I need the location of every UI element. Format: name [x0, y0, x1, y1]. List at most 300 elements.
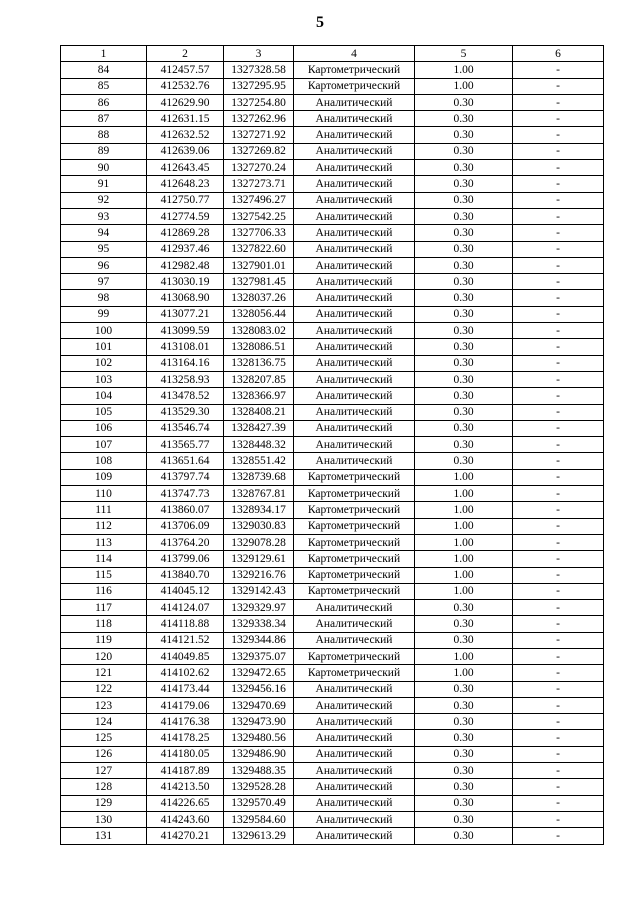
cell-description: - [513, 111, 604, 127]
cell-y: 1329613.29 [224, 828, 294, 844]
cell-accuracy: 0.30 [415, 453, 513, 469]
cell-accuracy: 0.30 [415, 811, 513, 827]
col-header-method: 4 [294, 46, 415, 62]
cell-description: - [513, 828, 604, 844]
cell-point-number: 104 [61, 388, 147, 404]
cell-method: Картометрический [294, 534, 415, 550]
table-row [61, 437, 604, 453]
cell-description: - [513, 551, 604, 567]
table-row [61, 534, 604, 550]
table-row [61, 111, 604, 127]
cell-method: Аналитический [294, 160, 415, 176]
header-row [61, 46, 604, 62]
cell-accuracy: 0.30 [415, 697, 513, 713]
cell-accuracy: 0.30 [415, 371, 513, 387]
table-row [61, 697, 604, 713]
cell-accuracy: 0.30 [415, 111, 513, 127]
cell-description: - [513, 323, 604, 339]
table-row [61, 746, 604, 762]
cell-x: 414243.60 [147, 811, 224, 827]
cell-point-number: 99 [61, 306, 147, 322]
cell-point-number: 91 [61, 176, 147, 192]
cell-accuracy: 0.30 [415, 681, 513, 697]
cell-x: 414179.06 [147, 697, 224, 713]
cell-x: 413797.74 [147, 469, 224, 485]
table-row [61, 176, 604, 192]
cell-method: Картометрический [294, 648, 415, 664]
cell-y: 1329472.65 [224, 665, 294, 681]
cell-description: - [513, 290, 604, 306]
cell-method: Аналитический [294, 795, 415, 811]
cell-accuracy: 0.30 [415, 208, 513, 224]
cell-point-number: 111 [61, 502, 147, 518]
cell-y: 1329456.16 [224, 681, 294, 697]
table-row [61, 486, 604, 502]
cell-point-number: 110 [61, 486, 147, 502]
cell-point-number: 92 [61, 192, 147, 208]
cell-y: 1327295.95 [224, 78, 294, 94]
cell-x: 414187.89 [147, 763, 224, 779]
cell-y: 1327706.33 [224, 225, 294, 241]
table-row [61, 795, 604, 811]
table-row [61, 143, 604, 159]
cell-accuracy: 0.30 [415, 241, 513, 257]
cell-method: Аналитический [294, 241, 415, 257]
cell-method: Картометрический [294, 583, 415, 599]
cell-description: - [513, 94, 604, 110]
cell-description: - [513, 355, 604, 371]
cell-point-number: 90 [61, 160, 147, 176]
cell-x: 412648.23 [147, 176, 224, 192]
cell-description: - [513, 811, 604, 827]
cell-method: Картометрический [294, 469, 415, 485]
table-row [61, 306, 604, 322]
cell-y: 1327901.01 [224, 257, 294, 273]
cell-point-number: 102 [61, 355, 147, 371]
cell-method: Картометрический [294, 518, 415, 534]
cell-description: - [513, 453, 604, 469]
table-row [61, 763, 604, 779]
cell-accuracy: 1.00 [415, 502, 513, 518]
cell-description: - [513, 567, 604, 583]
cell-method: Аналитический [294, 616, 415, 632]
cell-accuracy: 0.30 [415, 143, 513, 159]
cell-accuracy: 1.00 [415, 518, 513, 534]
cell-method: Аналитический [294, 763, 415, 779]
cell-point-number: 93 [61, 208, 147, 224]
cell-point-number: 105 [61, 404, 147, 420]
table-row [61, 323, 604, 339]
cell-point-number: 120 [61, 648, 147, 664]
cell-y: 1328037.26 [224, 290, 294, 306]
cell-accuracy: 0.30 [415, 437, 513, 453]
cell-method: Аналитический [294, 746, 415, 762]
cell-accuracy: 0.30 [415, 127, 513, 143]
cell-method: Аналитический [294, 225, 415, 241]
cell-y: 1327981.45 [224, 274, 294, 290]
cell-point-number: 96 [61, 257, 147, 273]
cell-accuracy: 0.30 [415, 600, 513, 616]
cell-accuracy: 0.30 [415, 290, 513, 306]
table-row [61, 388, 604, 404]
cell-y: 1328207.85 [224, 371, 294, 387]
cell-x: 414124.07 [147, 600, 224, 616]
cell-point-number: 84 [61, 62, 147, 78]
cell-point-number: 119 [61, 632, 147, 648]
cell-accuracy: 0.30 [415, 323, 513, 339]
cell-y: 1328448.32 [224, 437, 294, 453]
cell-method: Аналитический [294, 94, 415, 110]
cell-point-number: 103 [61, 371, 147, 387]
cell-y: 1328739.68 [224, 469, 294, 485]
cell-accuracy: 0.30 [415, 714, 513, 730]
cell-point-number: 94 [61, 225, 147, 241]
cell-x: 413108.01 [147, 339, 224, 355]
cell-method: Аналитический [294, 290, 415, 306]
cell-y: 1329344.86 [224, 632, 294, 648]
cell-accuracy: 1.00 [415, 665, 513, 681]
cell-method: Аналитический [294, 274, 415, 290]
cell-x: 414045.12 [147, 583, 224, 599]
cell-method: Аналитический [294, 453, 415, 469]
cell-x: 413764.20 [147, 534, 224, 550]
cell-description: - [513, 502, 604, 518]
cell-point-number: 112 [61, 518, 147, 534]
cell-description: - [513, 274, 604, 290]
cell-x: 412631.15 [147, 111, 224, 127]
cell-y: 1327328.58 [224, 62, 294, 78]
cell-method: Аналитический [294, 208, 415, 224]
table-row [61, 648, 604, 664]
cell-point-number: 85 [61, 78, 147, 94]
cell-y: 1327271.92 [224, 127, 294, 143]
cell-accuracy: 0.30 [415, 274, 513, 290]
cell-method: Аналитический [294, 811, 415, 827]
cell-x: 412457.57 [147, 62, 224, 78]
cell-x: 412532.76 [147, 78, 224, 94]
cell-y: 1328934.17 [224, 502, 294, 518]
table-row [61, 502, 604, 518]
cell-method: Аналитический [294, 355, 415, 371]
cell-point-number: 109 [61, 469, 147, 485]
cell-accuracy: 0.30 [415, 192, 513, 208]
cell-description: - [513, 714, 604, 730]
cell-point-number: 128 [61, 779, 147, 795]
cell-accuracy: 0.30 [415, 420, 513, 436]
table-row [61, 241, 604, 257]
table-row [61, 94, 604, 110]
cell-description: - [513, 192, 604, 208]
cell-method: Аналитический [294, 404, 415, 420]
cell-x: 413164.16 [147, 355, 224, 371]
table-row [61, 274, 604, 290]
cell-accuracy: 1.00 [415, 486, 513, 502]
cell-description: - [513, 763, 604, 779]
cell-description: - [513, 241, 604, 257]
table-body [61, 62, 604, 844]
cell-y: 1329142.43 [224, 583, 294, 599]
cell-method: Аналитический [294, 371, 415, 387]
cell-x: 413546.74 [147, 420, 224, 436]
cell-point-number: 121 [61, 665, 147, 681]
table-row [61, 339, 604, 355]
cell-description: - [513, 779, 604, 795]
cell-y: 1329375.07 [224, 648, 294, 664]
col-header-number: 1 [61, 46, 147, 62]
cell-accuracy: 1.00 [415, 78, 513, 94]
cell-method: Аналитический [294, 681, 415, 697]
cell-point-number: 98 [61, 290, 147, 306]
cell-x: 412639.06 [147, 143, 224, 159]
cell-x: 413651.64 [147, 453, 224, 469]
cell-x: 414226.65 [147, 795, 224, 811]
cell-x: 414176.38 [147, 714, 224, 730]
table-row [61, 404, 604, 420]
cell-x: 413099.59 [147, 323, 224, 339]
cell-y: 1327270.24 [224, 160, 294, 176]
col-header-x: 2 [147, 46, 224, 62]
cell-point-number: 129 [61, 795, 147, 811]
cell-description: - [513, 388, 604, 404]
cell-description: - [513, 746, 604, 762]
cell-description: - [513, 160, 604, 176]
cell-point-number: 114 [61, 551, 147, 567]
cell-method: Картометрический [294, 665, 415, 681]
cell-description: - [513, 681, 604, 697]
table-row [61, 632, 604, 648]
table-row [61, 208, 604, 224]
cell-method: Аналитический [294, 730, 415, 746]
cell-description: - [513, 648, 604, 664]
cell-method: Аналитический [294, 111, 415, 127]
cell-y: 1329480.56 [224, 730, 294, 746]
cell-method: Аналитический [294, 257, 415, 273]
cell-method: Аналитический [294, 176, 415, 192]
cell-description: - [513, 600, 604, 616]
cell-y: 1327254.80 [224, 94, 294, 110]
cell-accuracy: 0.30 [415, 306, 513, 322]
cell-method: Картометрический [294, 551, 415, 567]
cell-accuracy: 0.30 [415, 779, 513, 795]
cell-accuracy: 0.30 [415, 828, 513, 844]
cell-y: 1327542.25 [224, 208, 294, 224]
cell-description: - [513, 78, 604, 94]
cell-accuracy: 1.00 [415, 551, 513, 567]
cell-accuracy: 0.30 [415, 160, 513, 176]
cell-description: - [513, 371, 604, 387]
cell-description: - [513, 632, 604, 648]
cell-point-number: 124 [61, 714, 147, 730]
cell-x: 412750.77 [147, 192, 224, 208]
coordinates-table [60, 45, 604, 845]
table-row [61, 616, 604, 632]
cell-method: Аналитический [294, 192, 415, 208]
cell-accuracy: 0.30 [415, 176, 513, 192]
cell-accuracy: 1.00 [415, 648, 513, 664]
cell-y: 1328086.51 [224, 339, 294, 355]
table-row [61, 828, 604, 844]
cell-accuracy: 0.30 [415, 404, 513, 420]
cell-point-number: 116 [61, 583, 147, 599]
cell-point-number: 107 [61, 437, 147, 453]
cell-y: 1329129.61 [224, 551, 294, 567]
cell-point-number: 130 [61, 811, 147, 827]
cell-method: Аналитический [294, 306, 415, 322]
cell-method: Аналитический [294, 437, 415, 453]
cell-y: 1327496.27 [224, 192, 294, 208]
cell-accuracy: 0.30 [415, 746, 513, 762]
cell-description: - [513, 225, 604, 241]
cell-point-number: 126 [61, 746, 147, 762]
cell-description: - [513, 795, 604, 811]
cell-x: 412982.48 [147, 257, 224, 273]
cell-y: 1329486.90 [224, 746, 294, 762]
cell-point-number: 122 [61, 681, 147, 697]
table-row [61, 714, 604, 730]
cell-accuracy: 1.00 [415, 567, 513, 583]
cell-accuracy: 0.30 [415, 795, 513, 811]
cell-y: 1329329.97 [224, 600, 294, 616]
cell-accuracy: 0.30 [415, 339, 513, 355]
cell-x: 413799.06 [147, 551, 224, 567]
table-row [61, 78, 604, 94]
table-row [61, 567, 604, 583]
cell-x: 413840.70 [147, 567, 224, 583]
cell-description: - [513, 404, 604, 420]
table-row [61, 371, 604, 387]
cell-point-number: 113 [61, 534, 147, 550]
table-row [61, 730, 604, 746]
table-row [61, 355, 604, 371]
table-row [61, 665, 604, 681]
table-row [61, 583, 604, 599]
cell-point-number: 97 [61, 274, 147, 290]
cell-description: - [513, 469, 604, 485]
cell-method: Аналитический [294, 828, 415, 844]
table-row [61, 811, 604, 827]
cell-point-number: 125 [61, 730, 147, 746]
cell-method: Аналитический [294, 339, 415, 355]
cell-accuracy: 1.00 [415, 469, 513, 485]
cell-description: - [513, 534, 604, 550]
table-row [61, 600, 604, 616]
cell-x: 413565.77 [147, 437, 224, 453]
cell-accuracy: 0.30 [415, 225, 513, 241]
cell-method: Аналитический [294, 143, 415, 159]
cell-x: 414270.21 [147, 828, 224, 844]
cell-point-number: 115 [61, 567, 147, 583]
cell-description: - [513, 486, 604, 502]
cell-x: 413860.07 [147, 502, 224, 518]
cell-y: 1327822.60 [224, 241, 294, 257]
cell-y: 1327269.82 [224, 143, 294, 159]
cell-method: Аналитический [294, 420, 415, 436]
cell-method: Аналитический [294, 697, 415, 713]
cell-description: - [513, 665, 604, 681]
cell-accuracy: 0.30 [415, 632, 513, 648]
table-row [61, 779, 604, 795]
table-row [61, 453, 604, 469]
cell-accuracy: 0.30 [415, 388, 513, 404]
cell-accuracy: 0.30 [415, 730, 513, 746]
cell-point-number: 117 [61, 600, 147, 616]
cell-point-number: 106 [61, 420, 147, 436]
cell-description: - [513, 583, 604, 599]
cell-point-number: 131 [61, 828, 147, 844]
cell-y: 1328427.39 [224, 420, 294, 436]
cell-y: 1328366.97 [224, 388, 294, 404]
cell-description: - [513, 62, 604, 78]
cell-description: - [513, 730, 604, 746]
cell-y: 1329338.34 [224, 616, 294, 632]
cell-accuracy: 1.00 [415, 62, 513, 78]
cell-point-number: 86 [61, 94, 147, 110]
cell-accuracy: 0.30 [415, 355, 513, 371]
cell-x: 413068.90 [147, 290, 224, 306]
cell-description: - [513, 339, 604, 355]
cell-point-number: 100 [61, 323, 147, 339]
cell-method: Аналитический [294, 632, 415, 648]
table-row [61, 469, 604, 485]
cell-point-number: 87 [61, 111, 147, 127]
cell-method: Картометрический [294, 62, 415, 78]
cell-method: Аналитический [294, 323, 415, 339]
cell-x: 413706.09 [147, 518, 224, 534]
table-row [61, 290, 604, 306]
cell-x: 413747.73 [147, 486, 224, 502]
cell-y: 1327262.96 [224, 111, 294, 127]
cell-y: 1328136.75 [224, 355, 294, 371]
cell-y: 1329470.69 [224, 697, 294, 713]
cell-x: 412869.28 [147, 225, 224, 241]
cell-point-number: 101 [61, 339, 147, 355]
cell-point-number: 118 [61, 616, 147, 632]
cell-y: 1328767.81 [224, 486, 294, 502]
table-row [61, 257, 604, 273]
cell-x: 414049.85 [147, 648, 224, 664]
table-row [61, 551, 604, 567]
cell-method: Аналитический [294, 388, 415, 404]
cell-x: 414102.62 [147, 665, 224, 681]
cell-description: - [513, 127, 604, 143]
cell-x: 414118.88 [147, 616, 224, 632]
cell-description: - [513, 697, 604, 713]
cell-x: 413077.21 [147, 306, 224, 322]
cell-y: 1329488.35 [224, 763, 294, 779]
cell-description: - [513, 257, 604, 273]
cell-point-number: 127 [61, 763, 147, 779]
cell-method: Картометрический [294, 486, 415, 502]
table-header [61, 46, 604, 62]
cell-accuracy: 0.30 [415, 616, 513, 632]
cell-y: 1329570.49 [224, 795, 294, 811]
cell-method: Картометрический [294, 502, 415, 518]
col-header-y: 3 [224, 46, 294, 62]
cell-y: 1329078.28 [224, 534, 294, 550]
cell-y: 1329473.90 [224, 714, 294, 730]
cell-description: - [513, 306, 604, 322]
cell-point-number: 123 [61, 697, 147, 713]
cell-x: 413478.52 [147, 388, 224, 404]
cell-method: Аналитический [294, 600, 415, 616]
cell-point-number: 95 [61, 241, 147, 257]
table-row [61, 127, 604, 143]
cell-method: Аналитический [294, 127, 415, 143]
cell-y: 1329030.83 [224, 518, 294, 534]
table-row [61, 420, 604, 436]
table-row [61, 62, 604, 78]
page-number: 5 [316, 14, 324, 31]
